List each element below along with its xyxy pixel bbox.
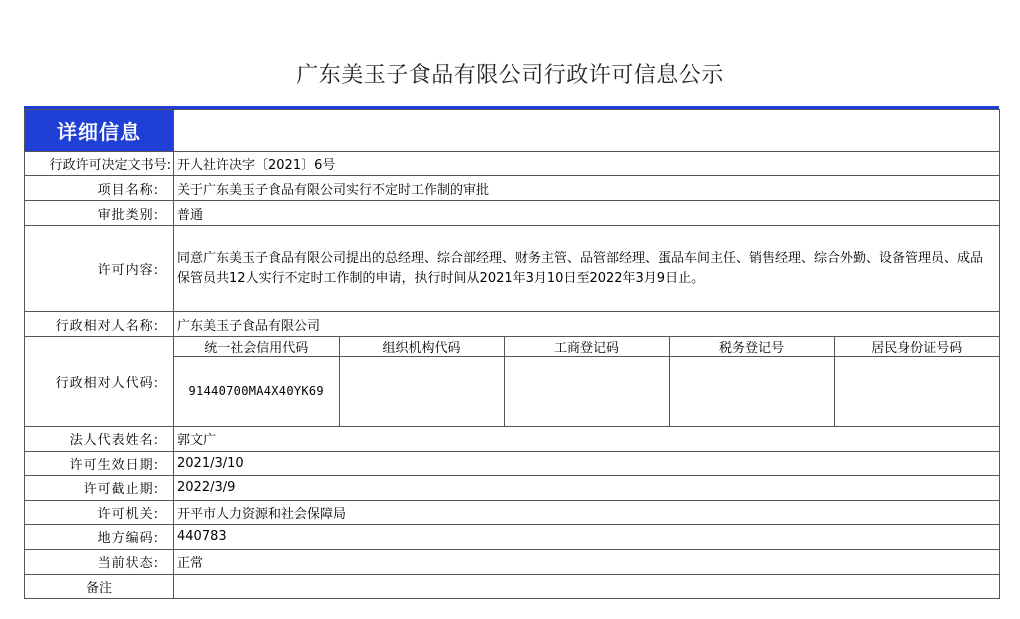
legal-rep-label: 法人代表姓名: xyxy=(25,426,174,451)
decision-no-label: 行政许可决定文书号: xyxy=(25,152,174,176)
approval-type-value: 普通 xyxy=(174,201,1000,226)
code-value-credit: 91440700MA4X40YK69 xyxy=(174,357,339,426)
counterpart-name-value: 广东美玉子食品有限公司 xyxy=(174,312,1000,337)
counterpart-code-label: 行政相对人代码: xyxy=(25,337,174,427)
code-header-org: 组织机构代码 xyxy=(339,337,504,357)
row-area-code xyxy=(25,524,1000,549)
code-header-id-card: 居民身份证号码 xyxy=(834,337,999,357)
permit-detail-table xyxy=(24,109,1000,599)
code-value-tax xyxy=(669,357,834,426)
code-value-org xyxy=(339,357,504,426)
expiry-date-value: 2022/3/9 xyxy=(174,475,1000,500)
legal-rep-value: 郭文广 xyxy=(174,426,1000,451)
project-name-value: 关于广东美玉子食品有限公司实行不定时工作制的审批 xyxy=(174,176,1000,201)
row-project-name xyxy=(25,176,1000,201)
section-header: 详细信息 xyxy=(25,110,174,152)
effective-date-label: 许可生效日期: xyxy=(25,451,174,475)
counterpart-name-label: 行政相对人名称: xyxy=(25,312,174,337)
authority-value: 开平市人力资源和社会保障局 xyxy=(174,500,1000,524)
status-value: 正常 xyxy=(174,549,1000,574)
counterpart-code-table xyxy=(174,337,999,426)
expiry-date-label: 许可截止期: xyxy=(25,475,174,500)
authority-label: 许可机关: xyxy=(25,500,174,524)
project-name-label: 项目名称: xyxy=(25,176,174,201)
row-permit-content xyxy=(25,226,1000,312)
decision-no-value: 开人社许决字〔2021〕6号 xyxy=(174,152,1000,176)
row-counterpart-code xyxy=(25,337,1000,427)
row-remarks xyxy=(25,574,1000,598)
row-status xyxy=(25,549,1000,574)
row-expiry-date xyxy=(25,475,1000,500)
section-header-blank xyxy=(174,110,1000,152)
status-label: 当前状态: xyxy=(25,549,174,574)
approval-type-label: 审批类别: xyxy=(25,201,174,226)
code-header-credit: 统一社会信用代码 xyxy=(174,337,339,357)
page-title: 广东美玉子食品有限公司行政许可信息公示 xyxy=(296,63,724,88)
section-header-row xyxy=(25,110,1000,152)
permit-content-value: 同意广东美玉子食品有限公司提出的总经理、综合部经理、财务主管、品管部经理、蛋品车间主任、销售经理、综合外勤、设备管理员、成品保管员共12人实行不定时工作制的申请，执行时间从2021年3月10日至2022年3月9日止。 xyxy=(174,226,1000,312)
remarks-label: 备注 xyxy=(25,574,174,598)
permit-content-label: 许可内容: xyxy=(25,226,174,312)
code-value-id-card xyxy=(834,357,999,426)
code-value-row xyxy=(174,357,999,426)
area-code-label: 地方编码: xyxy=(25,524,174,549)
area-code-value: 440783 xyxy=(174,524,1000,549)
code-header-row xyxy=(174,337,999,357)
counterpart-code-cell xyxy=(174,337,1000,427)
row-legal-rep xyxy=(25,426,1000,451)
effective-date-value: 2021/3/10 xyxy=(174,451,1000,475)
code-header-business: 工商登记码 xyxy=(504,337,669,357)
row-approval-type xyxy=(25,201,1000,226)
row-decision-no xyxy=(25,152,1000,176)
code-value-business xyxy=(504,357,669,426)
row-effective-date xyxy=(25,451,1000,475)
remarks-value xyxy=(174,574,1000,598)
row-counterpart-name xyxy=(25,312,1000,337)
row-authority xyxy=(25,500,1000,524)
code-header-tax: 税务登记号 xyxy=(669,337,834,357)
